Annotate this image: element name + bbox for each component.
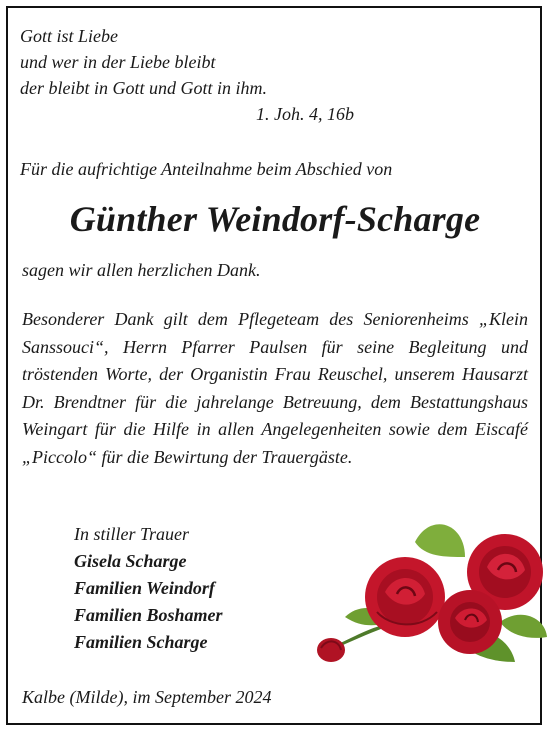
verse-line-2: und wer in der Liebe bleibt [20,52,216,72]
signature-heading: In stiller Trauer [74,524,190,544]
verse-line-3: der bleibt in Gott und Gott in ihm. [20,78,267,98]
verse-reference: 1. Joh. 4, 16b [256,104,354,124]
thanks-text: sagen wir allen herzlichen Dank. [22,260,261,280]
signature-name-4: Familien Scharge [74,632,208,652]
place-date: Kalbe (Milde), im September 2024 [22,687,272,707]
signature-name-3: Familien Boshamer [74,605,223,625]
red-roses-icon [305,512,550,672]
intro-text: Für die aufrichtige Anteilnahme beim Abschied von [20,159,393,179]
verse-line-1: Gott ist Liebe [20,26,118,46]
special-thanks-paragraph: Besonderer Dank gilt dem Pflegeteam des Seniorenheims „Klein Sanssouci“, Herrn Pfarrer Paulsen für seine Begleitung und tröstenden Worte, der Organistin Frau Reuschel, unserem Hausarzt Dr. Brendtner für die jahrelange Betreuung, dem Bestattungshaus Weingart für die Hilfe in allen Angelegenheiten sowie dem Eiscafé „Piccolo“ für die Bewirtung der Trauergäste. [22,309,528,467]
signature-name-1: Gisela Scharge [74,551,187,571]
deceased-name: Günther Weindorf-Scharge [69,199,481,239]
signature-name-2: Familien Weindorf [74,578,215,598]
